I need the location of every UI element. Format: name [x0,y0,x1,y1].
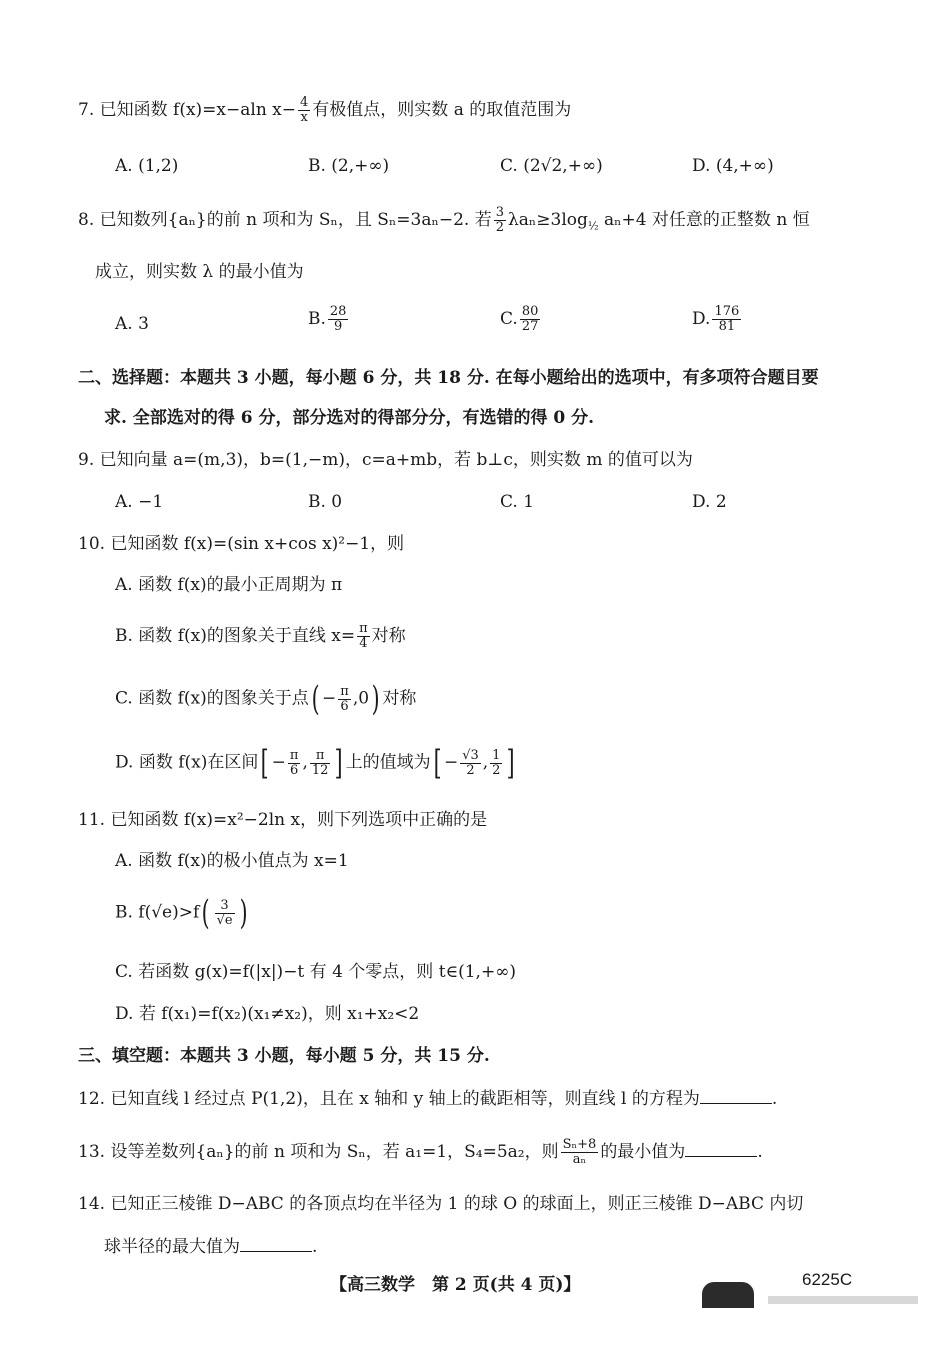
watermark-strip [768,1296,918,1304]
q9-option-b: B. 0 [308,492,343,512]
q10-stem: 10. 已知函数 f(x)=(sin x+cos x)²−1，则 [78,534,405,554]
q9-option-a: A. −1 [115,492,164,512]
q8-fraction: $\frac{3}{2}$ [495,205,505,235]
q8-option-b: B. $\frac{28}{9}$ [308,304,347,334]
q14-stem-line2: 球半径的最大值为 . [104,1233,317,1259]
q9-stem: 9. 已知向量 a=(m,3)，b=(1,−m)，c=a+mb，若 b⊥c，则实数 m 的值可以为 [78,450,693,470]
q11-option-a: A. 函数 f(x)的极小值点为 x=1 [115,851,349,871]
section2-heading-line2: 求. 全部选对的得 6 分，部分选对的得部分分，有选错的得 0 分. [104,408,595,428]
exam-code: 6225C [802,1270,853,1289]
section3-heading: 三、填空题：本题共 3 小题，每小题 5 分，共 15 分. [78,1046,490,1066]
q7-option-c: C. (2√2,+∞) [500,156,603,176]
q10-option-a: A. 函数 f(x)的最小正周期为 π [115,575,343,595]
q13-answer-blank[interactable] [685,1138,757,1157]
q13-stem: 13. 设等差数列{aₙ}的前 n 项和为 Sₙ，若 a₁=1，S₄=5a₂，则 $\frac{\text{Sₙ+8}}{\text{aₙ}}$ 的最小值为 . [78,1137,763,1167]
q12-stem: 12. 已知直线 l 经过点 P(1,2)，且在 x 轴和 y 轴上的截距相等，则直线 l 的方程为 . [78,1085,777,1111]
q9-option-d: D. 2 [692,492,727,512]
q7-option-d: D. (4,+∞) [692,156,774,176]
q7-stem: 7. 已知函数 f(x)=x−aln x− $\frac{4}{x}$ 有极值点，则实数 a 的取值范围为 [78,95,572,125]
q7-option-a: A. (1,2) [115,156,179,176]
q12-answer-blank[interactable] [700,1085,772,1104]
section2-heading: 二、选择题：本题共 3 小题，每小题 6 分，共 18 分. 在每小题给出的选项中，有多项符合题目要 [78,368,819,388]
q11-stem: 11. 已知函数 f(x)=x²−2ln x，则下列选项中正确的是 [78,810,488,830]
q9-option-c: C. 1 [500,492,535,512]
q7-fraction: $\frac{4}{x}$ [300,95,309,125]
page-footer: 【高三数学 第 2 页(共 4 页)】 [330,1275,581,1295]
q8-stem-line2: 成立，则实数 λ 的最小值为 [95,262,304,282]
q10-option-c: C. 函数 f(x)的图象关于点( − $\frac{\pi}{6}$ ,0) 对称 [115,679,417,719]
q8-option-d: D. $\frac{176}{81}$ [692,304,740,334]
q10-option-d: D. 函数 f(x)在区间[ − $\frac{\pi}{6}$ , $\frac{\pi}{12}$ ] 上的值域为[ − $\frac{√3}{2}$ , $\frac{1}{2}$ ] [115,743,516,783]
q8-stem: 8. 已知数列{aₙ}的前 n 项和为 Sₙ，且 Sₙ=3aₙ−2. 若 $\frac{3}{2}$ $\lambda a_n\ge 3\log_{\frac{1}{2}}$ aₙ+4 对任意的正整数 n 恒 [78,205,810,235]
q7-option-b: B. (2,+∞) [308,156,390,176]
watermark-logo-icon [702,1282,754,1308]
q14-stem: 14. 已知正三棱锥 D−ABC 的各顶点均在半径为 1 的球 O 的球面上，则正三棱锥 D−ABC 内切 [78,1194,804,1214]
q10-option-b: B. 函数 f(x)的图象关于直线 x= $\frac{\pi}{4}$ 对称 [115,621,406,651]
q11-option-b: B. f(√e)>f( $\frac{3}{√e}$ ) [115,893,248,933]
q14-answer-blank[interactable] [240,1233,312,1252]
q11-option-d: D. 若 f(x₁)=f(x₂)(x₁≠x₂)，则 x₁+x₂<2 [115,1004,420,1024]
q8-option-a: A. 3 [115,314,149,334]
q8-option-c: C. $\frac{80}{27}$ [500,304,539,334]
q11-option-c: C. 若函数 g(x)=f(|x|)−t 有 4 个零点，则 t∈(1,+∞) [115,962,517,982]
